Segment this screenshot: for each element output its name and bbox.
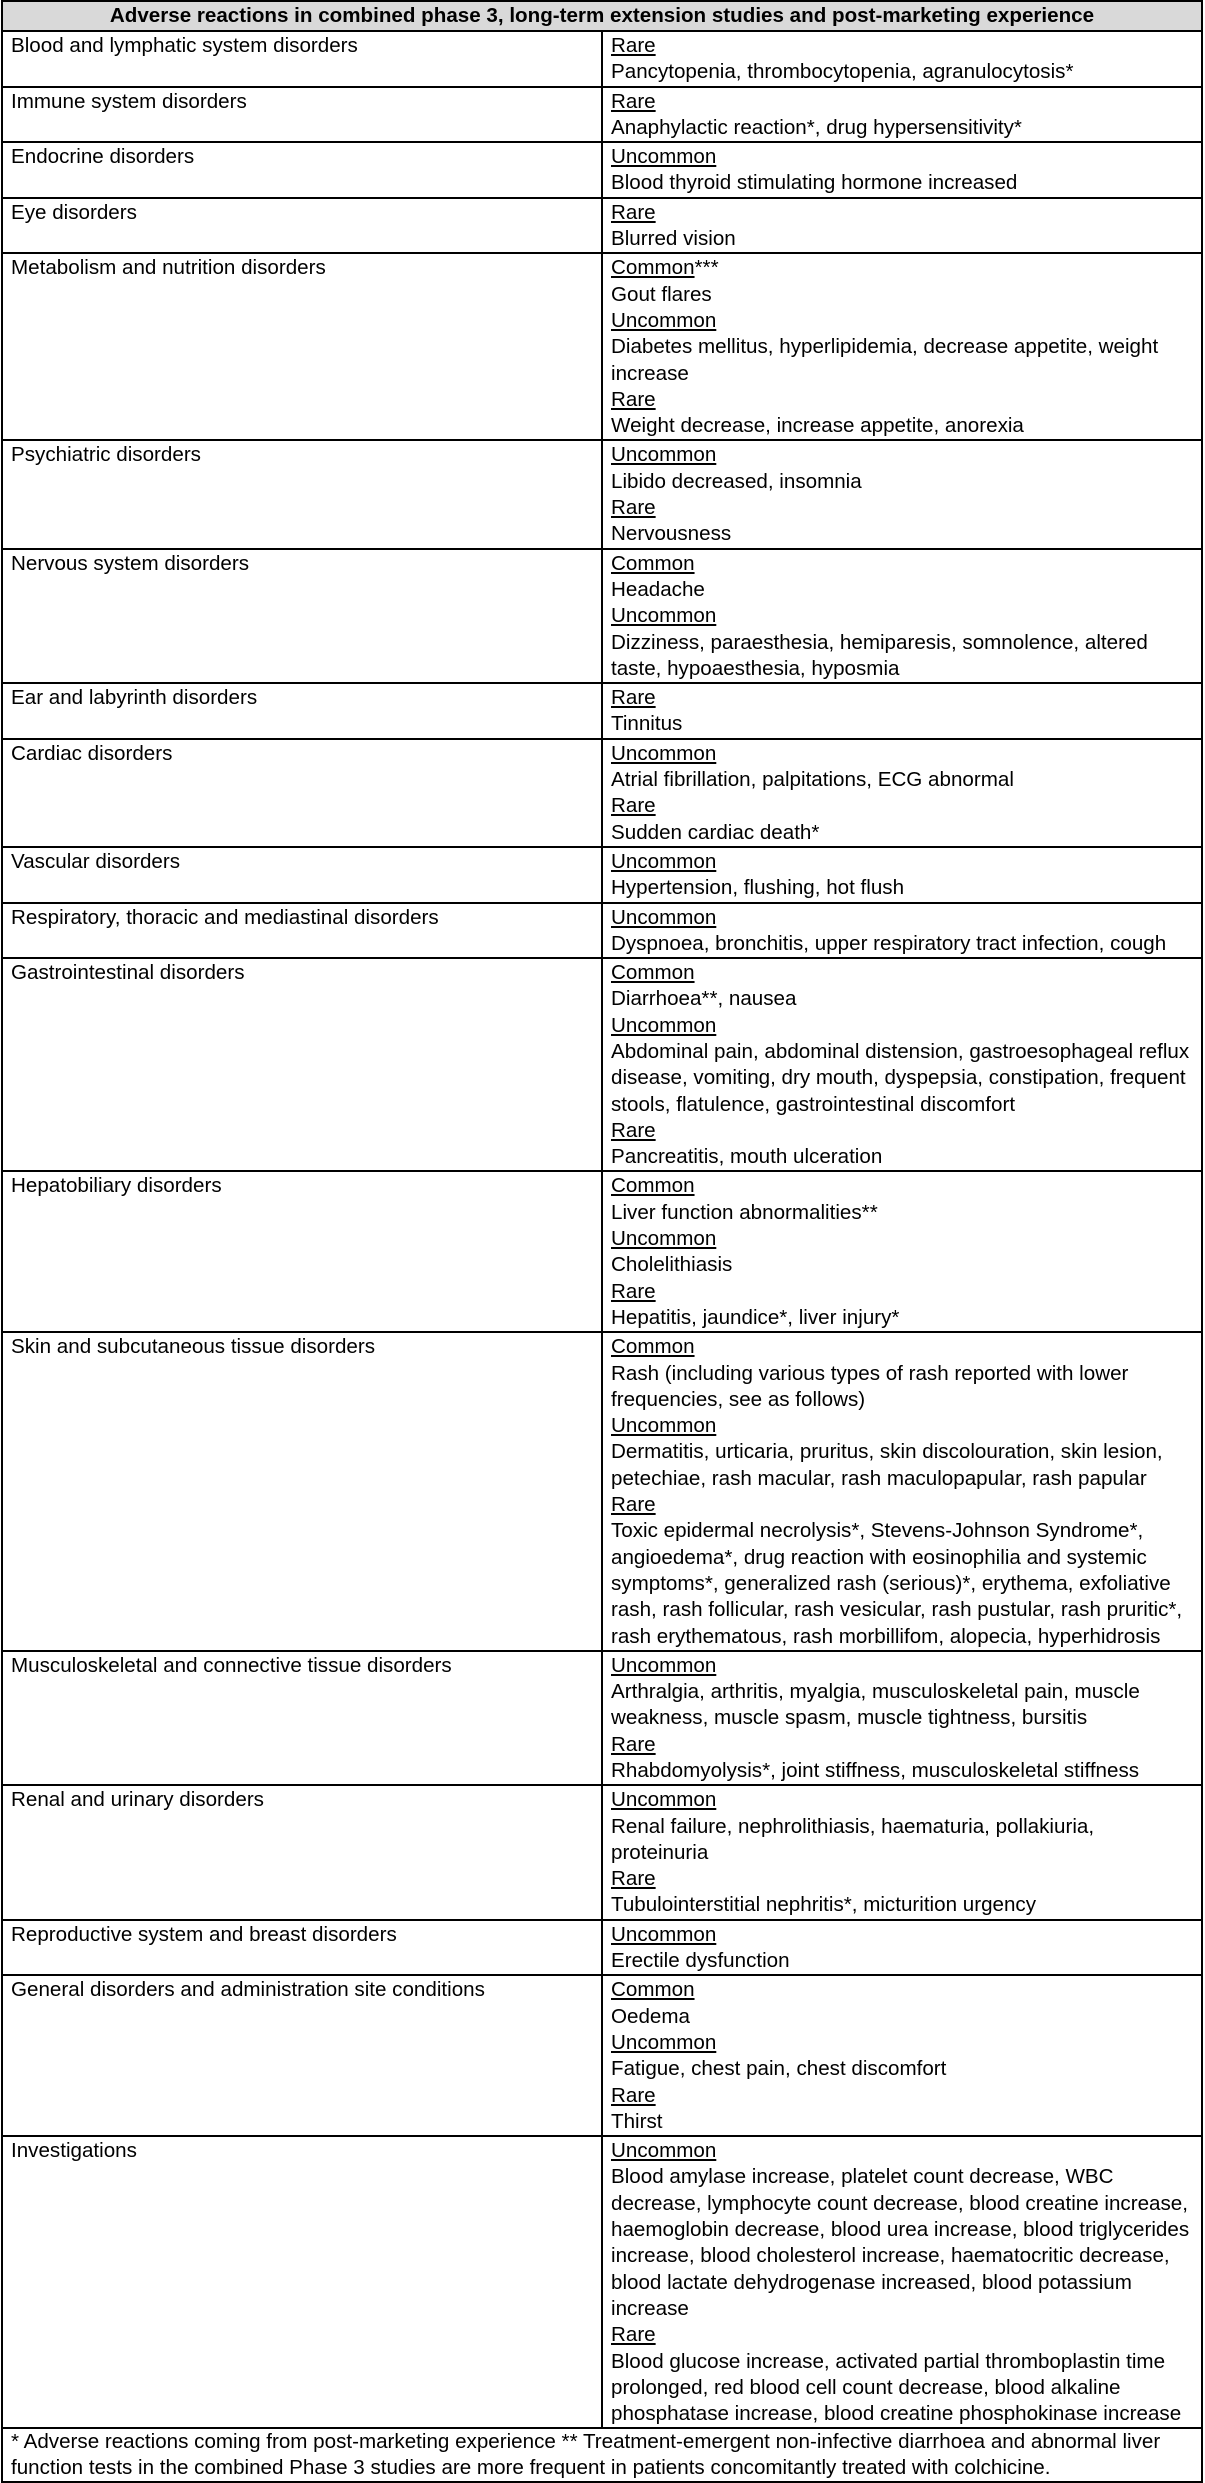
frequency-line bbox=[611, 1118, 1193, 1144]
table-row bbox=[2, 31, 1202, 87]
frequency-line bbox=[611, 960, 1193, 986]
frequency-line bbox=[611, 495, 1193, 521]
footnote: * Adverse reactions coming from post-marketing experience ** Treatment-emergent non-infective diarrhoea and abnormal liver function tests in the combined Phase 3 studies are more frequent in patients concomitantly treated with colchicine. bbox=[2, 2428, 1202, 2482]
frequency-label: Rare bbox=[611, 34, 656, 57]
reactions-cell bbox=[602, 1920, 1202, 1976]
table-row bbox=[2, 2136, 1202, 2428]
system-organ-class-cell: Vascular disorders bbox=[2, 847, 602, 903]
table-row bbox=[2, 253, 1202, 440]
reaction-list: Tinnitus bbox=[611, 712, 683, 736]
reaction-list: Libido decreased, insomnia bbox=[611, 469, 862, 493]
reactions-cell bbox=[602, 739, 1202, 847]
reaction-list: Tubulointerstitial nephritis*, micturition urgency bbox=[611, 1893, 1037, 1917]
frequency-line bbox=[611, 387, 1193, 413]
frequency-line bbox=[611, 1977, 1193, 2003]
reaction-list: Abdominal pain, abdominal distension, gastroesophageal reflux disease, vomiting, dry mouth, dyspepsia, constipation, frequent stools, flatulence, gastrointestinal discomfort bbox=[611, 1039, 1190, 1116]
reaction-list: Oedema bbox=[611, 2004, 690, 2028]
frequency-line bbox=[611, 308, 1193, 334]
reactions-cell bbox=[602, 440, 1202, 548]
reaction-list: Thirst bbox=[611, 2109, 663, 2133]
system-organ-class-cell: Musculoskeletal and connective tissue disorders bbox=[2, 1651, 602, 1785]
reaction-list: Dyspnoea, bronchitis, upper respiratory tract infection, cough bbox=[611, 931, 1167, 955]
system-organ-class-cell: Endocrine disorders bbox=[2, 142, 602, 198]
table-row bbox=[2, 739, 1202, 847]
reaction-list: Hepatitis, jaundice*, liver injury* bbox=[611, 1305, 900, 1329]
frequency-label: Rare bbox=[611, 89, 656, 113]
reaction-list: Hypertension, flushing, hot flush bbox=[611, 876, 905, 900]
frequency-line bbox=[611, 255, 1193, 281]
frequency-line bbox=[611, 1922, 1193, 1948]
frequency-label: Uncommon bbox=[611, 443, 717, 467]
frequency-line bbox=[611, 1413, 1193, 1439]
frequency-line bbox=[611, 2322, 1193, 2348]
frequency-footnote-marker: *** bbox=[694, 256, 719, 280]
frequency-label: Uncommon bbox=[611, 1414, 717, 1438]
reaction-list: Blood amylase increase, platelet count decrease, WBC decrease, lymphocyte count decrease, blood creatine increase, haemoglobin decrease, blood urea increase, blood triglycerides increase, blood cholesterol increase, haematocritic decrease, blood lactate dehydrogenase increased, blood potassium increase bbox=[611, 2165, 1190, 2320]
frequency-line bbox=[611, 793, 1193, 819]
table-row bbox=[2, 1171, 1202, 1332]
reaction-list: Pancreatitis, mouth ulceration bbox=[611, 1145, 883, 1169]
frequency-label: Rare bbox=[611, 387, 656, 411]
frequency-label: Rare bbox=[611, 200, 656, 224]
table-row bbox=[2, 1332, 1202, 1651]
frequency-label: Uncommon bbox=[611, 2139, 717, 2163]
footnote-row bbox=[2, 2428, 1202, 2482]
reaction-list: Atrial fibrillation, palpitations, ECG abnormal bbox=[611, 768, 1014, 792]
system-organ-class-cell: Respiratory, thoracic and mediastinal disorders bbox=[2, 903, 602, 959]
table-row bbox=[2, 1651, 1202, 1785]
reaction-list: Gout flares bbox=[611, 282, 712, 306]
reaction-list: Rash (including various types of rash reported with lower frequencies, see as follows) bbox=[611, 1361, 1129, 1411]
frequency-label: Rare bbox=[611, 1867, 656, 1891]
table-row bbox=[2, 549, 1202, 683]
reaction-list: Toxic epidermal necrolysis*, Stevens-Johnson Syndrome*, angioedema*, drug reaction with eosinophilia and systemic symptoms*, generalized rash (serious)*, erythema, exfoliative rash, rash follicular, rash vesicular, rash pustular, rash pruritic*, rash erythematous, rash morbillifom, alopecia, hyperhidrosis bbox=[611, 1519, 1183, 1648]
system-organ-class-cell: Gastrointestinal disorders bbox=[2, 958, 602, 1171]
frequency-label: Uncommon bbox=[611, 1653, 717, 1677]
frequency-label: Common bbox=[611, 1174, 695, 1198]
frequency-label: Common bbox=[611, 551, 695, 575]
reaction-list: Pancytopenia, thrombocytopenia, agranulocytosis* bbox=[611, 60, 1074, 84]
frequency-label: Rare bbox=[611, 794, 656, 818]
reactions-cell bbox=[602, 958, 1202, 1171]
reactions-cell bbox=[602, 142, 1202, 198]
reactions-cell bbox=[602, 1651, 1202, 1785]
frequency-line bbox=[611, 603, 1193, 629]
frequency-line bbox=[611, 2083, 1193, 2109]
frequency-line bbox=[611, 905, 1193, 931]
reaction-list: Sudden cardiac death* bbox=[611, 820, 820, 844]
table-row bbox=[2, 142, 1202, 198]
reactions-cell bbox=[602, 903, 1202, 959]
frequency-line bbox=[611, 741, 1193, 767]
system-organ-class-cell: Blood and lymphatic system disorders bbox=[2, 31, 602, 87]
frequency-line bbox=[611, 1653, 1193, 1679]
table-row bbox=[2, 1975, 1202, 2136]
system-organ-class-cell: Hepatobiliary disorders bbox=[2, 1171, 602, 1332]
reactions-cell bbox=[602, 1332, 1202, 1651]
frequency-label: Uncommon bbox=[611, 145, 717, 169]
frequency-label: Common bbox=[611, 1978, 695, 2002]
table-title-row bbox=[2, 1, 1202, 31]
frequency-label: Rare bbox=[611, 686, 656, 710]
reaction-list: Dermatitis, urticaria, pruritus, skin discolouration, skin lesion, petechiae, rash macular, rash maculopapular, rash papular bbox=[611, 1440, 1163, 1490]
frequency-line bbox=[611, 1279, 1193, 1305]
reaction-list: Arthralgia, arthritis, myalgia, musculoskeletal pain, muscle weakness, muscle spasm, muscle tightness, bursitis bbox=[611, 1680, 1140, 1730]
system-organ-class-cell: General disorders and administration site conditions bbox=[2, 1975, 602, 2136]
reactions-cell bbox=[602, 1785, 1202, 1919]
reaction-list: Weight decrease, increase appetite, anorexia bbox=[611, 414, 1024, 438]
table-row bbox=[2, 1785, 1202, 1919]
system-organ-class-cell: Renal and urinary disorders bbox=[2, 1785, 602, 1919]
frequency-label: Rare bbox=[611, 496, 656, 520]
reactions-cell bbox=[602, 683, 1202, 739]
frequency-label: Uncommon bbox=[611, 1013, 717, 1037]
reactions-cell bbox=[602, 549, 1202, 683]
reaction-list: Cholelithiasis bbox=[611, 1253, 733, 1277]
reactions-cell bbox=[602, 2136, 1202, 2428]
frequency-line bbox=[611, 1492, 1193, 1518]
frequency-label: Rare bbox=[611, 1493, 656, 1517]
table-row bbox=[2, 958, 1202, 1171]
frequency-line bbox=[611, 685, 1193, 711]
frequency-label: Uncommon bbox=[611, 1227, 717, 1251]
reaction-list: Liver function abnormalities** bbox=[611, 1200, 878, 1224]
frequency-line bbox=[611, 200, 1193, 226]
reactions-cell bbox=[602, 198, 1202, 254]
system-organ-class-cell: Nervous system disorders bbox=[2, 549, 602, 683]
frequency-label: Rare bbox=[611, 1118, 656, 1142]
frequency-line bbox=[611, 551, 1193, 577]
frequency-line bbox=[611, 1226, 1193, 1252]
frequency-line bbox=[611, 849, 1193, 875]
reactions-cell bbox=[602, 1171, 1202, 1332]
reaction-list: Fatigue, chest pain, chest discomfort bbox=[611, 2057, 947, 2081]
reaction-list: Blood thyroid stimulating hormone increased bbox=[611, 171, 1018, 195]
frequency-line bbox=[611, 2138, 1193, 2164]
reaction-list: Renal failure, nephrolithiasis, haematuria, pollakiuria, proteinuria bbox=[611, 1814, 1095, 1864]
reaction-list: Diabetes mellitus, hyperlipidemia, decrease appetite, weight increase bbox=[611, 335, 1159, 385]
frequency-line bbox=[611, 442, 1193, 468]
reactions-cell bbox=[602, 1975, 1202, 2136]
frequency-label: Common bbox=[611, 961, 695, 985]
reaction-list: Nervousness bbox=[611, 522, 732, 546]
adverse-reactions-table bbox=[1, 0, 1203, 2483]
frequency-label: Rare bbox=[611, 2323, 656, 2347]
system-organ-class-cell: Psychiatric disorders bbox=[2, 440, 602, 548]
system-organ-class-cell: Reproductive system and breast disorders bbox=[2, 1920, 602, 1976]
table-row bbox=[2, 847, 1202, 903]
reactions-cell bbox=[602, 253, 1202, 440]
table-row bbox=[2, 440, 1202, 548]
frequency-line bbox=[611, 33, 1193, 59]
frequency-label: Uncommon bbox=[611, 2030, 717, 2054]
frequency-label: Common bbox=[611, 256, 695, 280]
reaction-list: Headache bbox=[611, 577, 705, 601]
table-row bbox=[2, 87, 1202, 143]
frequency-line bbox=[611, 1334, 1193, 1360]
system-organ-class-cell: Immune system disorders bbox=[2, 87, 602, 143]
frequency-line bbox=[611, 1787, 1193, 1813]
reaction-list: Diarrhoea**, nausea bbox=[611, 987, 797, 1011]
system-organ-class-cell: Eye disorders bbox=[2, 198, 602, 254]
system-organ-class-cell: Cardiac disorders bbox=[2, 739, 602, 847]
system-organ-class-cell: Investigations bbox=[2, 2136, 602, 2428]
frequency-label: Uncommon bbox=[611, 741, 717, 765]
reactions-cell bbox=[602, 87, 1202, 143]
system-organ-class-cell: Ear and labyrinth disorders bbox=[2, 683, 602, 739]
frequency-label: Uncommon bbox=[611, 604, 717, 628]
reaction-list: Blood glucose increase, activated partial thromboplastin time prolonged, red blood cell count decrease, blood alkaline phosphatase increase, blood creatine phosphokinase increase bbox=[611, 2349, 1182, 2426]
frequency-label: Common bbox=[611, 1335, 695, 1359]
reaction-list: Anaphylactic reaction*, drug hypersensitivity* bbox=[611, 115, 1022, 139]
frequency-label: Uncommon bbox=[611, 905, 717, 929]
frequency-line bbox=[611, 2030, 1193, 2056]
system-organ-class-cell: Metabolism and nutrition disorders bbox=[2, 253, 602, 440]
frequency-label: Rare bbox=[611, 2083, 656, 2107]
table-row bbox=[2, 903, 1202, 959]
reaction-list: Dizziness, paraesthesia, hemiparesis, somnolence, altered taste, hypoaesthesia, hyposmia bbox=[611, 630, 1148, 680]
frequency-line bbox=[611, 1732, 1193, 1758]
frequency-label: Uncommon bbox=[611, 1922, 717, 1946]
table-title: Adverse reactions in combined phase 3, long-term extension studies and post-marketing experience bbox=[2, 1, 1202, 31]
frequency-label: Uncommon bbox=[611, 308, 717, 332]
frequency-label: Uncommon bbox=[611, 1788, 717, 1812]
frequency-label: Rare bbox=[611, 1279, 656, 1303]
reaction-list: Rhabdomyolysis*, joint stiffness, musculoskeletal stiffness bbox=[611, 1759, 1140, 1782]
reactions-cell bbox=[602, 31, 1202, 87]
frequency-line bbox=[611, 89, 1193, 115]
frequency-line bbox=[611, 1173, 1193, 1199]
table-row bbox=[2, 683, 1202, 739]
frequency-line bbox=[611, 1013, 1193, 1039]
frequency-line bbox=[611, 1866, 1193, 1892]
table-row bbox=[2, 1920, 1202, 1976]
frequency-label: Rare bbox=[611, 1732, 656, 1756]
frequency-label: Uncommon bbox=[611, 849, 717, 873]
reactions-cell bbox=[602, 847, 1202, 903]
system-organ-class-cell: Skin and subcutaneous tissue disorders bbox=[2, 1332, 602, 1651]
table-body bbox=[2, 31, 1202, 2428]
frequency-line bbox=[611, 144, 1193, 170]
reaction-list: Erectile dysfunction bbox=[611, 1949, 790, 1973]
table-row bbox=[2, 198, 1202, 254]
reaction-list: Blurred vision bbox=[611, 227, 736, 251]
